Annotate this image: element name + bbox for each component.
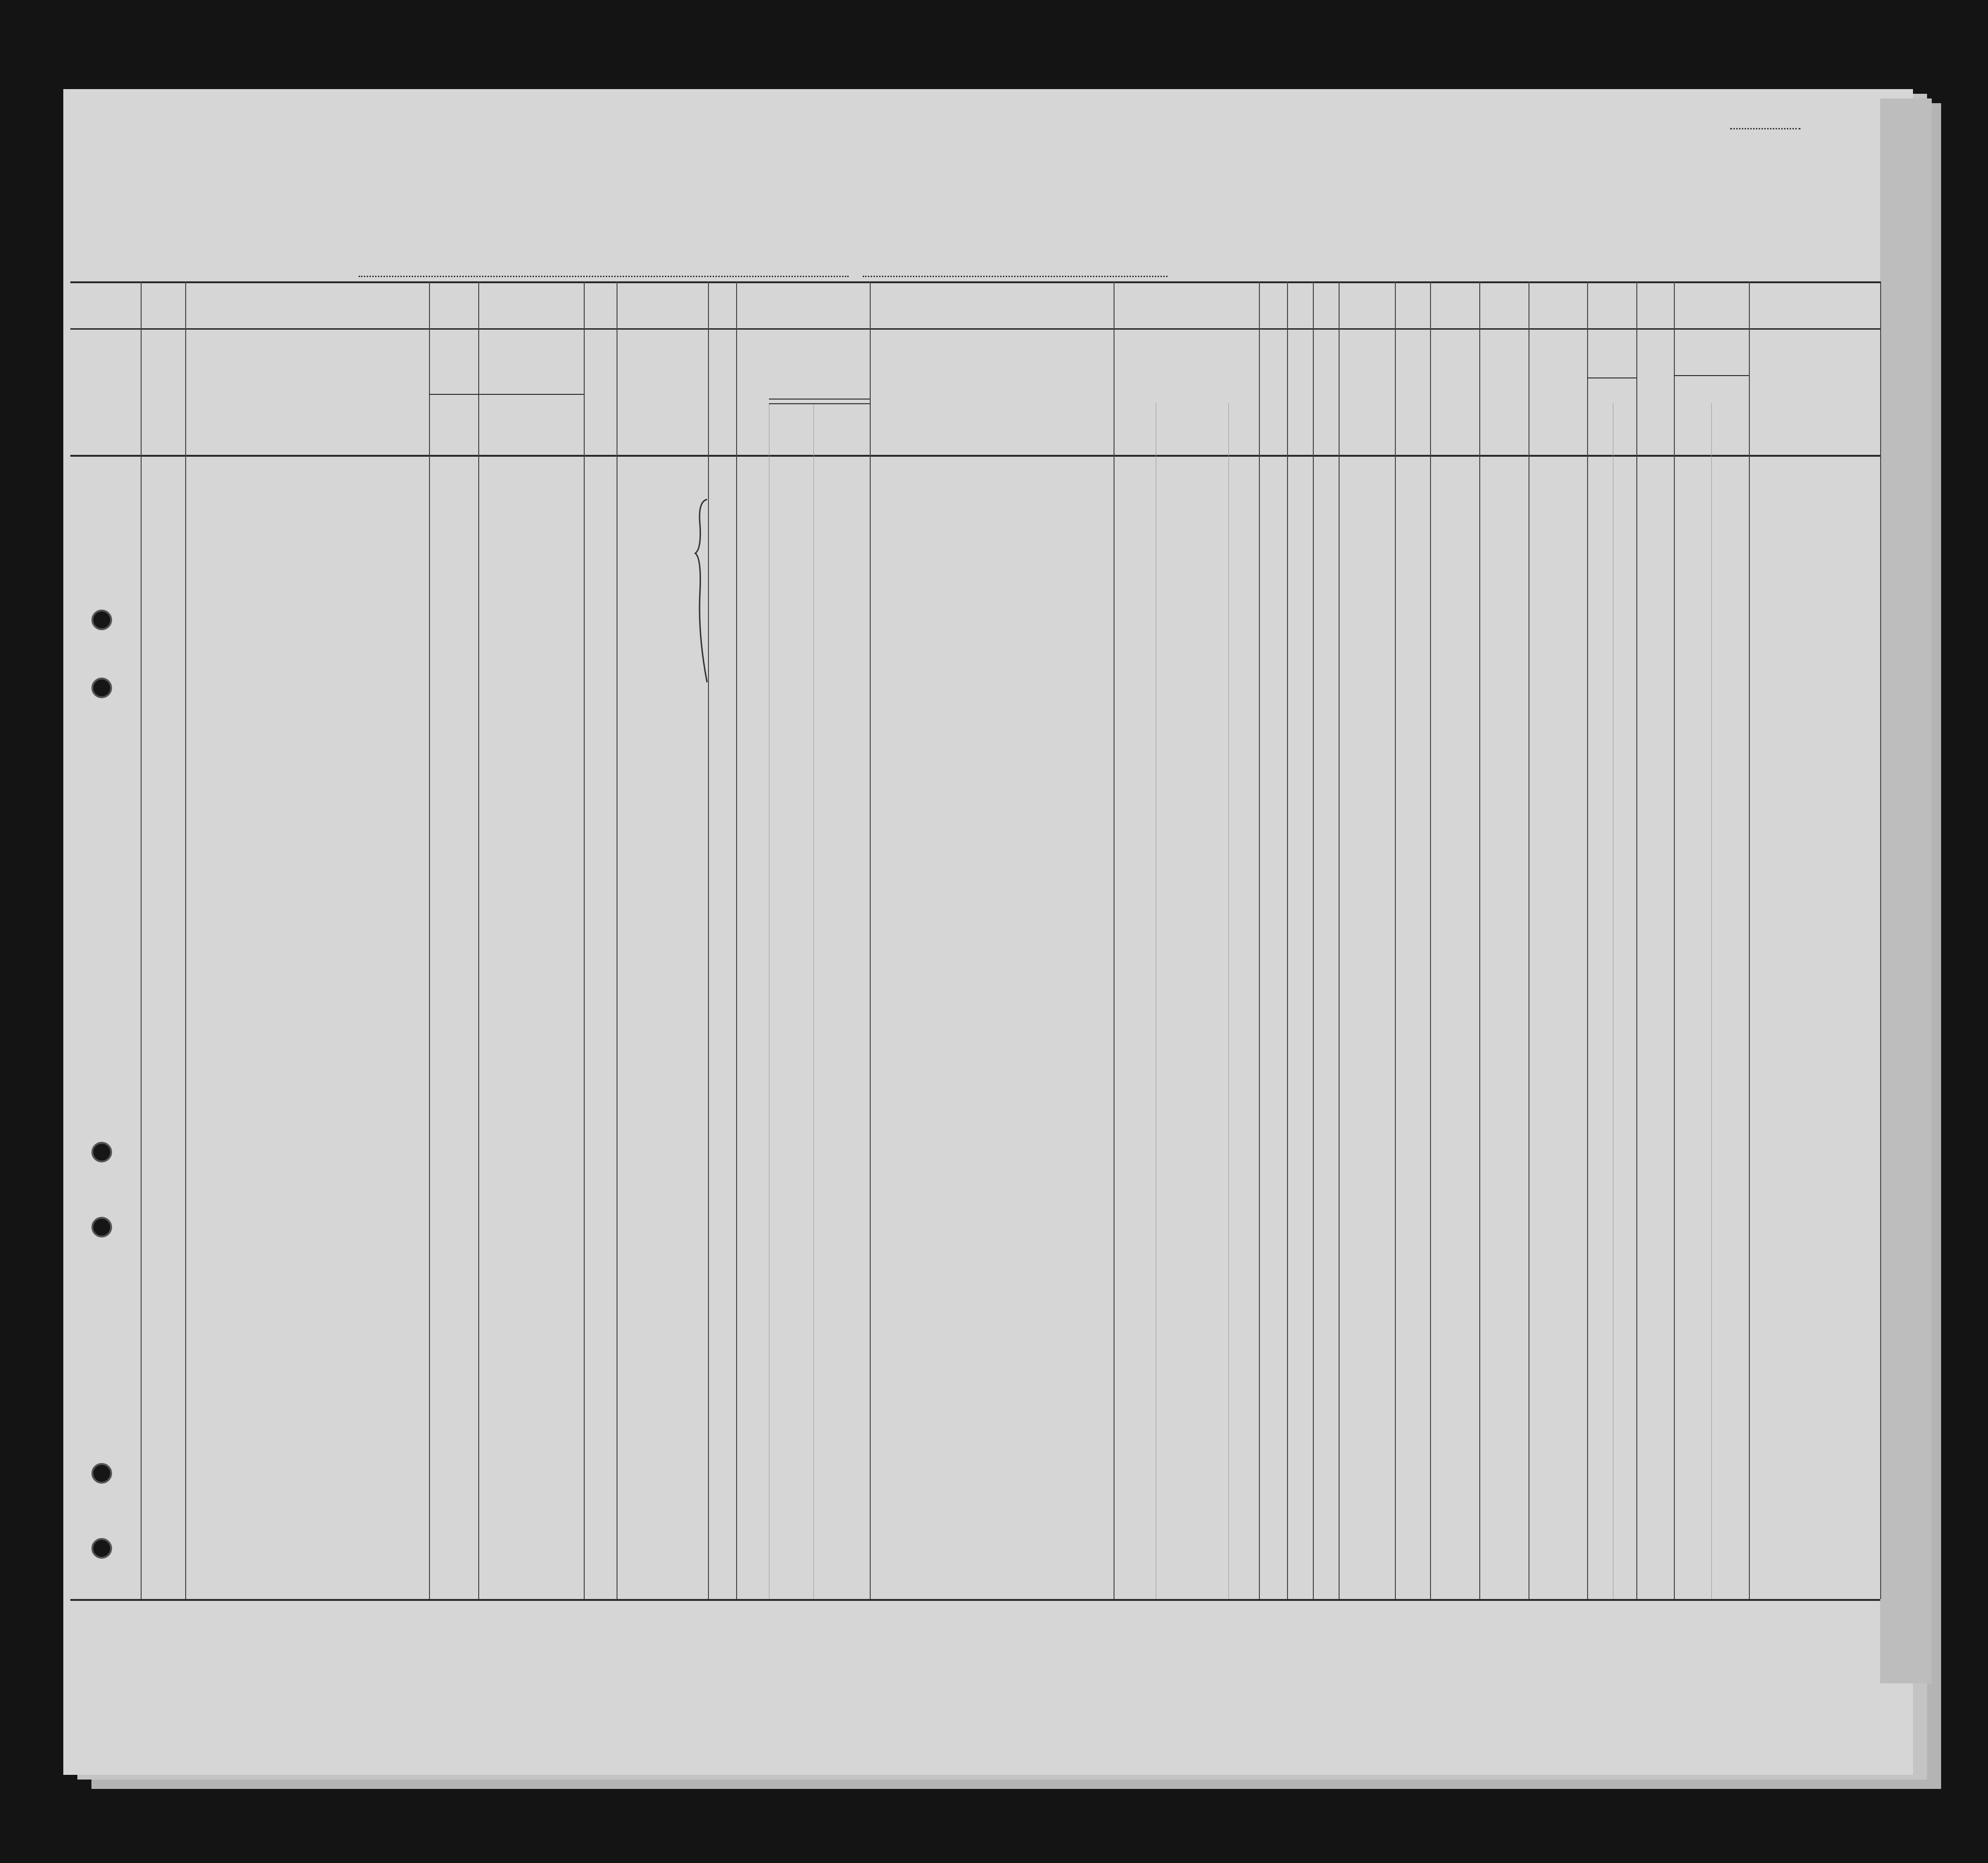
- column-divider: [1636, 281, 1637, 1599]
- column-divider: [1228, 403, 1229, 1599]
- punch-hole: [91, 1142, 112, 1162]
- rule-top: [70, 281, 1880, 283]
- column-divider: [1287, 281, 1288, 1599]
- date-line: [863, 276, 1167, 277]
- port-line: [359, 276, 849, 277]
- column-divider: [1395, 281, 1396, 1599]
- rule-body: [70, 455, 1880, 457]
- manifest-sheet: [63, 89, 1913, 1775]
- column-divider: [429, 281, 430, 1599]
- column-divider: [1430, 281, 1431, 1599]
- column-divider: [813, 403, 814, 1599]
- column-divider: [1259, 281, 1260, 1599]
- column-divider: [185, 281, 186, 1599]
- column-divider: [1749, 281, 1750, 1599]
- subheader-rule: [1587, 377, 1636, 378]
- column-divider: [708, 281, 709, 1599]
- row-bracket: [693, 497, 712, 685]
- rule-bottom: [70, 1599, 1880, 1601]
- column-divider: [1339, 281, 1340, 1599]
- column-divider: [478, 281, 479, 1599]
- subheader-rule: [769, 399, 870, 400]
- punch-hole: [91, 1463, 112, 1484]
- subheader-rule: [769, 403, 870, 404]
- column-divider: [870, 281, 871, 1599]
- punch-hole: [91, 1217, 112, 1237]
- column-divider: [736, 281, 737, 1599]
- punch-hole: [91, 678, 112, 698]
- column-divider: [1674, 281, 1675, 1599]
- column-divider: [1479, 281, 1480, 1599]
- subheader-rule: [1674, 375, 1749, 376]
- list-line: [1730, 128, 1800, 129]
- subheader-rule: [429, 394, 584, 395]
- instructions-text: [73, 203, 1596, 220]
- column-divider: [1587, 281, 1588, 1599]
- rule-header: [70, 328, 1880, 330]
- punch-hole: [91, 610, 112, 630]
- page-stack-edge: [1880, 98, 1932, 1683]
- column-divider: [584, 281, 585, 1599]
- column-divider: [1880, 281, 1881, 1599]
- column-divider: [141, 281, 142, 1599]
- column-divider: [1711, 403, 1712, 1599]
- punch-hole: [91, 1538, 112, 1559]
- column-divider: [1313, 281, 1314, 1599]
